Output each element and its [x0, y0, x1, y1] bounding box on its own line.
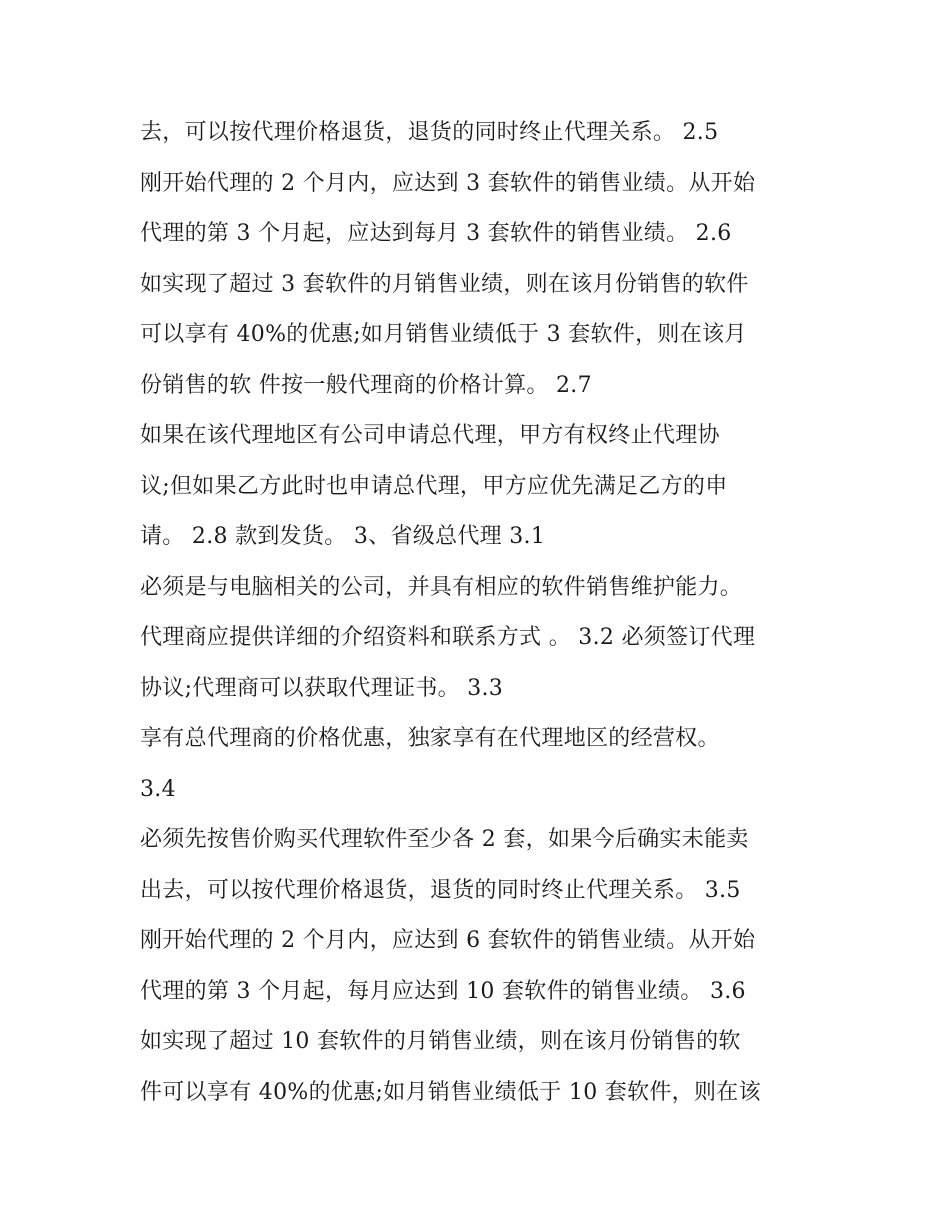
text-line: 出去，可以按代理价格退货，退货的同时终止代理关系。 3.5: [140, 877, 741, 903]
text-line: 代理的第 3 个月起，每月应达到 10 套软件的销售业绩。 3.6: [140, 978, 746, 1004]
text-line: 刚开始代理的 2 个月内，应达到 6 套软件的销售业绩。从开始: [140, 928, 756, 953]
text-line: 必须是与电脑相关的公司，并具有相应的软件销售维护能力。: [140, 574, 743, 600]
body-text: [140, 108, 820, 1118]
text-line: 请。 2.8 款到发货。 3、省级总代理 3.1: [140, 524, 546, 549]
text-line: 3.4: [140, 776, 176, 802]
text-line: 享有总代理商的价格优惠，独家享有在代理地区的经营权。: [140, 726, 720, 751]
text-line: 议;但如果乙方此时也申请总代理，甲方应优先满足乙方的申: [140, 473, 728, 499]
text-line: 代理的第 3 个月起，应达到每月 3 套软件的销售业绩。 2.6: [140, 221, 732, 246]
text-line: 必须先按售价购买代理软件至少各 2 套，如果今后确实未能卖: [140, 827, 749, 852]
text-line: 如实现了超过 3 套软件的月销售业绩，则在该月份销售的软件: [140, 271, 749, 297]
text-line: 可以享有 40%的优惠;如月销售业绩低于 3 套软件，则在该月: [140, 322, 747, 347]
text-line: 去，可以按代理价格退货，退货的同时终止代理关系。 2.5: [140, 120, 719, 145]
text-line: 协议;代理商可以获取代理证书。 3.3: [140, 675, 504, 701]
text-line: 代理商应提供详细的介绍资料和联系方式 。 3.2 必须签订代理: [140, 625, 756, 650]
text-line: 如实现了超过 10 套软件的月销售业绩，则在该月份销售的软: [140, 1029, 741, 1054]
text-line: 如果在该代理地区有公司申请总代理，甲方有权终止代理协: [140, 423, 720, 448]
text-line: 件可以享有 40%的优惠;如月销售业绩低于 10 套软件，则在该: [140, 1079, 761, 1105]
text-line: 份销售的软 件按一般代理商的价格计算。 2.7: [140, 372, 592, 398]
text-line: 刚开始代理的 2 个月内，应达到 3 套软件的销售业绩。从开始: [140, 170, 756, 196]
